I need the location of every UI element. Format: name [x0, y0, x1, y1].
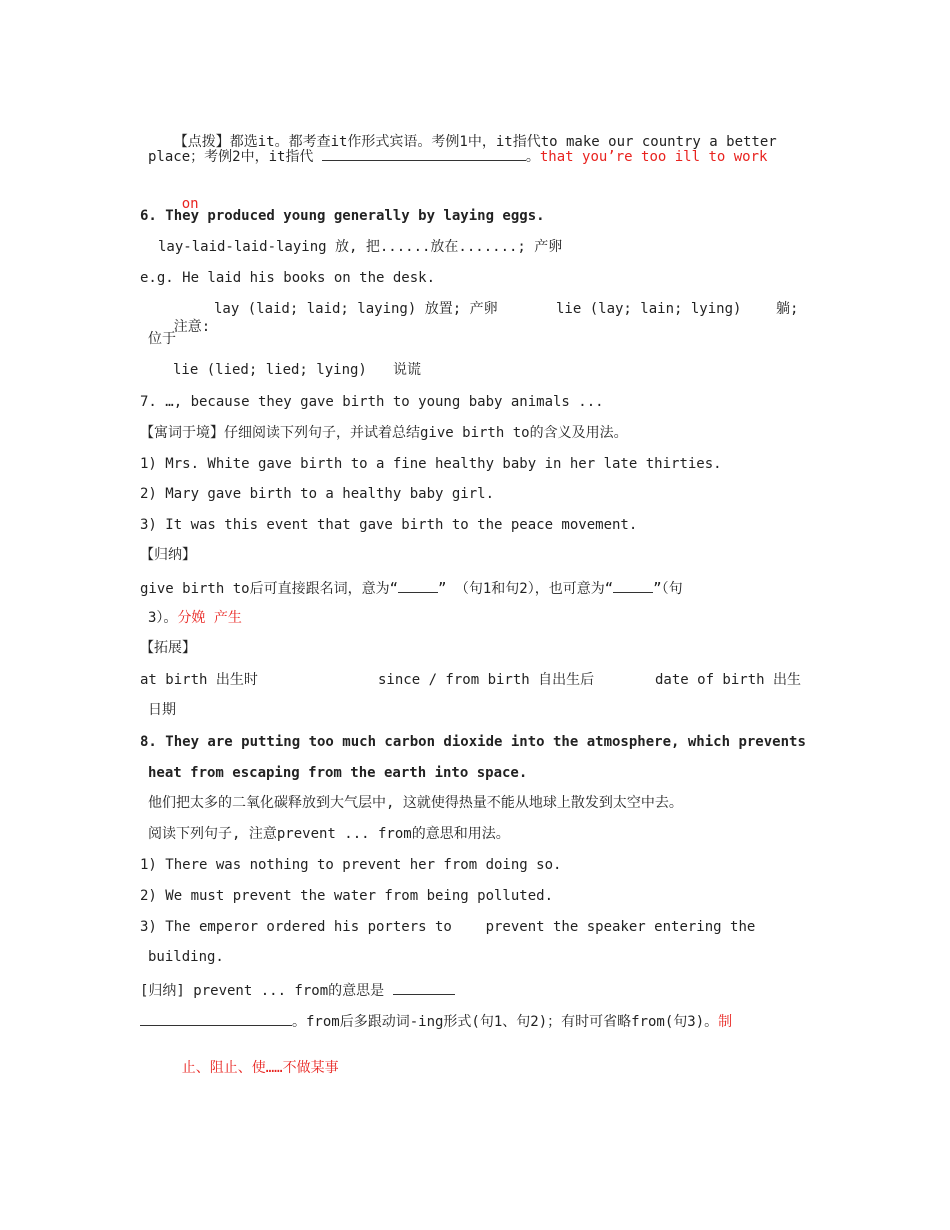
item7-summary-b: ” （句1和句2），也可意为“ [438, 581, 614, 597]
item7-expand-3b: 日期 [148, 702, 176, 718]
item8-sentence-1: 1) There was nothing to prevent her from doing so. [140, 857, 562, 873]
item6-note-lie2: lie (lied; lied; lying) [173, 362, 367, 378]
item7-heading: 7. …, because they gave birth to young baby animals ... [140, 394, 604, 410]
item6-forms: lay-laid-laid-laying 放, 把......放在.......; 产卵 [158, 239, 563, 255]
item8-answer-1: 制 [718, 1014, 733, 1030]
item8-summary-a: [归纳] prevent ... from的意思是 [140, 983, 385, 999]
item7-summary-answer: 分娩 产生 [177, 610, 242, 626]
item6-note-lie2-meaning: 说谎 [393, 362, 421, 378]
item7-sentence-2: 2) Mary gave birth to a healthy baby girl. [140, 486, 495, 502]
item7-sentence-3: 3) It was this event that gave birth to the peace movement. [140, 517, 638, 533]
item7-context: 【寓词于境】仔细阅读下列句子，并试着总结give birth to的含义及用法。 [140, 425, 628, 441]
item8-instruction: 阅读下列句子, 注意prevent ... from的意思和用法。 [148, 826, 510, 842]
item7-expand-1: at birth 出生时 [140, 672, 258, 688]
item6-note-lie: lie (lay; lain; lying) [556, 301, 742, 317]
tip-answer-2: on [181, 196, 199, 212]
item7-summary-a: give birth to后可直接跟名词，意为“ [140, 581, 399, 597]
tip-line-2 [148, 146, 767, 166]
item7-expand-3: date of birth 出生 [655, 672, 802, 688]
item8-blank-1 [393, 980, 455, 995]
item8-summary-line-2 [140, 1011, 732, 1031]
item7-summary-line-2 [148, 609, 242, 627]
item6-heading: 6. They produced young generally by laying eggs. [140, 208, 545, 224]
item7-summary-d: 3）。 [148, 610, 178, 626]
item7-expand-2: since / from birth 自出生后 [378, 672, 595, 688]
tip-answer-1: that you’re too ill to work [539, 149, 768, 165]
item6-note-lay: lay (laid; laid; laying) 放置; 产卵 [214, 301, 498, 317]
item8-translation: 他们把太多的二氧化碳释放到大气层中, 这就使得热量不能从地球上散发到太空中去。 [148, 795, 683, 811]
item8-answer-2: 止、阻止、使……不做某事 [181, 1060, 339, 1076]
item7-summary-label: 【归纳】 [140, 547, 196, 563]
item8-heading-2: heat from escaping from the earth into space. [148, 765, 528, 781]
item6-note-lie-meaning: 躺; [776, 301, 799, 317]
item8-blank-2 [140, 1011, 292, 1026]
item6-note-label: 注意: [173, 319, 211, 335]
item8-summary-b: 。from后多跟动词-ing形式(句1、句2)；有时可省略from(句3)。 [292, 1014, 719, 1030]
item7-blank-2 [613, 578, 653, 593]
item7-summary-line-1 [140, 578, 683, 598]
item8-sentence-2: 2) We must prevent the water from being polluted. [140, 888, 554, 904]
item8-sentence-3a: 3) The emperor ordered his porters to prevent the speaker entering the [140, 919, 756, 935]
item7-sentence-1: 1) Mrs. White gave birth to a fine healthy baby in her late thirties. [140, 456, 722, 472]
tip-text-1: 【点拨】都选it。都考查it作形式宾语。考例1中，it指代to make our country a better [173, 134, 777, 150]
answer-blank [322, 146, 526, 161]
item6-example: e.g. He laid his books on the desk. [140, 270, 436, 286]
item8-sentence-3b: building. [148, 949, 224, 965]
item8-heading-1: 8. They are putting too much carbon dioxide into the atmosphere, which prevents [140, 734, 806, 750]
item7-summary-c: ”（句 [653, 581, 683, 597]
item7-blank-1 [398, 578, 438, 593]
tip-text-2b: 。 [525, 149, 540, 165]
item7-expand-label: 【拓展】 [140, 640, 196, 656]
item8-summary-line-1 [140, 980, 455, 1000]
item6-note-lie-meaning-2: 位于 [148, 331, 176, 347]
tip-text-2a: place；考例2中，it指代 [148, 149, 314, 165]
item8-summary-line-3 [148, 1041, 339, 1095]
